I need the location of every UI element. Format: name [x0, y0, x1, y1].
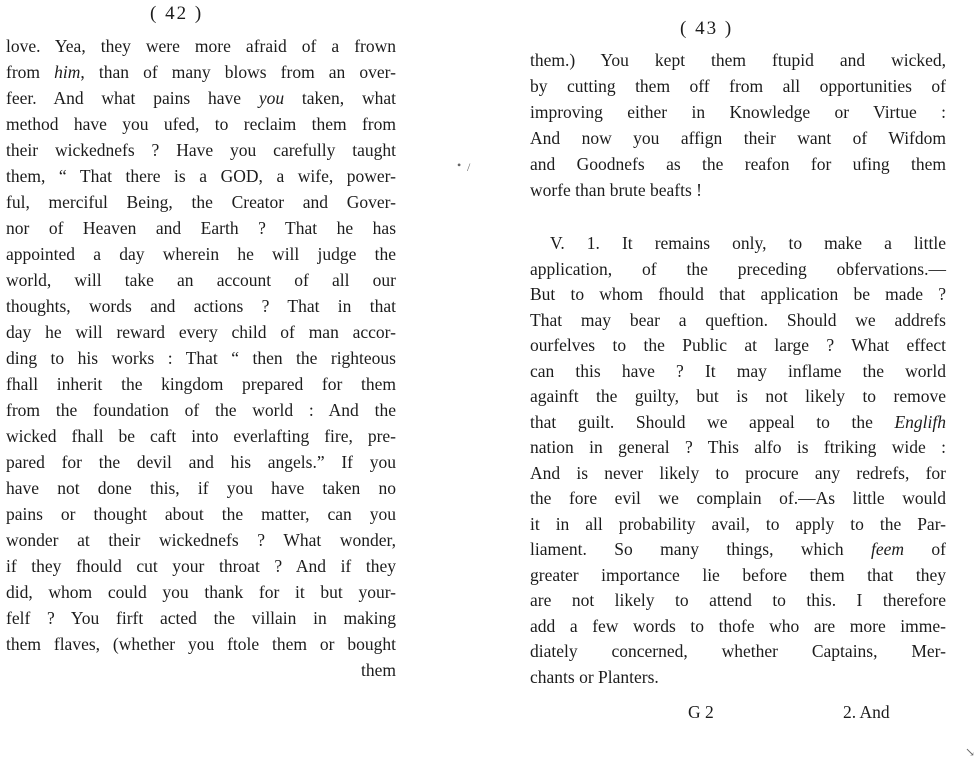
text-run: them.) You kept them ftupid and wicked, [530, 50, 946, 70]
text-run: can this have ? It may inflame the world [530, 360, 946, 381]
text-line [6, 374, 396, 394]
text-line [6, 530, 396, 550]
text-line [6, 192, 396, 212]
text-run: application, of the preceding obfervations.— [530, 258, 946, 279]
text-line [530, 437, 946, 457]
text-run: greater importance lie before them that they [530, 564, 946, 585]
text-line [530, 154, 946, 174]
text-line [530, 335, 946, 355]
text-run: them, “ That there is a GOD, a wife, power- [6, 166, 396, 186]
text-line [530, 412, 946, 432]
text-line [6, 348, 396, 368]
text-run: world, will take an account of all our [6, 270, 396, 290]
text-line [6, 88, 396, 108]
text-run: them [361, 660, 396, 680]
text-run: day he will reward every child of man accor- [6, 322, 396, 342]
text-line [530, 386, 946, 406]
text-run: fhall inherit the kingdom prepared for them [6, 374, 396, 394]
text-line [530, 488, 946, 508]
page-number: ( 43 ) [680, 18, 734, 39]
text-run: are not likely to attend to this. I therefore [530, 590, 946, 610]
stray-mark: • [457, 158, 462, 172]
text-run: pains or thought about the matter, can you [6, 504, 396, 524]
text-run: of [904, 539, 946, 559]
text-run: did, whom could you thank for it but your- [6, 582, 396, 602]
text-run: method have you ufed, to reclaim them from [6, 114, 396, 134]
text-line [6, 296, 396, 316]
text-run: liament. So many things, which [530, 539, 871, 559]
text-line [6, 322, 396, 342]
stray-mark: / [467, 160, 471, 174]
italic-word: him [54, 62, 81, 82]
text-line [6, 634, 396, 654]
text-run: feer. And what pains have [6, 88, 259, 108]
text-run: taken, what [284, 88, 396, 108]
text-line [530, 539, 946, 559]
text-run: That may bear a queftion. Should we addrefs [530, 309, 946, 330]
text-line [530, 616, 946, 636]
text-run: diately concerned, whether Captains, Mer- [530, 641, 946, 661]
text-line [530, 259, 946, 279]
italic-word: Englifh [894, 411, 946, 432]
text-line [6, 400, 396, 420]
text-line [6, 426, 396, 446]
text-run: that guilt. Should we appeal to the [530, 411, 895, 432]
text-line [6, 452, 396, 472]
text-line [530, 310, 946, 330]
text-run: appointed a day wherein he will judge the [6, 244, 396, 264]
text-run: their wickednefs ? Have you carefully taught [6, 140, 396, 160]
text-line [530, 128, 946, 148]
text-run: have not done this, if you have taken no [6, 478, 396, 498]
text-run: the fore evil we complain of.—As little would [530, 488, 946, 508]
text-line [530, 565, 946, 585]
text-run: from the foundation of the world : And the [6, 400, 396, 420]
text-run: ourfelves to the Public at large ? What effect [530, 335, 946, 355]
text-line [6, 478, 396, 498]
text-line [6, 556, 396, 576]
text-line [530, 102, 946, 122]
text-line [530, 590, 946, 610]
page-number: ( 42 ) [150, 3, 204, 24]
text-run: from [6, 62, 55, 82]
text-line [530, 284, 946, 304]
text-line [530, 180, 946, 200]
text-line [6, 114, 396, 134]
text-line [530, 514, 946, 534]
text-line [530, 361, 946, 381]
text-run: add a few words to thofe who are more imme- [530, 615, 946, 636]
text-run: ding to his works : That “ then the righteous [6, 348, 396, 368]
text-line [6, 582, 396, 602]
text-run: love. Yea, they were more afraid of a frown [6, 36, 396, 56]
italic-word: you [258, 88, 285, 108]
signature-mark: G 2 [688, 702, 714, 722]
text-line [6, 660, 396, 680]
text-run: chants or Planters. [530, 666, 659, 687]
text-run: nation in general ? This alfo is ftriking wide : [530, 437, 946, 457]
text-line [530, 463, 946, 483]
text-line [530, 667, 946, 687]
stray-mark: ↘ [965, 745, 976, 759]
text-line [6, 36, 396, 56]
text-line [530, 641, 946, 661]
text-run: if they fhould cut your throat ? And if they [6, 556, 396, 576]
text-line [6, 218, 396, 238]
text-line [6, 244, 396, 264]
text-line [550, 233, 946, 253]
text-line [6, 140, 396, 160]
text-run: worfe than brute beafts ! [530, 180, 703, 200]
text-run: ful, merciful Being, the Creator and Gover- [6, 192, 396, 212]
text-run: it in all probability avail, to apply to the Par- [530, 513, 946, 534]
text-run: nor of Heaven and Earth ? That he has [6, 218, 396, 238]
text-run: thoughts, words and actions ? That in that [6, 296, 396, 316]
text-run: felf ? You firft acted the villain in making [6, 608, 396, 628]
italic-word: feem [871, 539, 905, 559]
text-line [530, 50, 946, 70]
text-run: and Goodnefs as the reafon for ufing them [530, 154, 946, 174]
text-line [6, 270, 396, 290]
text-run: improving either in Knowledge or Virtue : [530, 102, 946, 122]
text-line [6, 62, 396, 82]
text-line [530, 76, 946, 96]
text-run: pared for the devil and his angels.” If you [6, 452, 396, 472]
text-run: V. 1. It remains only, to make a little [550, 233, 946, 253]
text-run: But to whom fhould that application be made ? [530, 284, 946, 304]
text-line [6, 608, 396, 628]
text-run: And is never likely to procure any redrefs, for [530, 462, 946, 483]
catchword: 2. And [843, 702, 890, 722]
text-run: by cutting them off from all opportunities of [530, 76, 946, 96]
text-run: wicked fhall be caft into everlafting fire, pre- [6, 426, 396, 446]
text-run: And now you affign their want of Wifdom [530, 128, 946, 148]
text-run: them flaves, (whether you ftole them or bought [6, 634, 396, 654]
text-line [6, 166, 396, 186]
text-run: , than of many blows from an over- [80, 62, 396, 82]
text-run: againft the guilty, but is not likely to remove [530, 386, 946, 406]
text-run: wonder at their wickednefs ? What wonder, [6, 530, 396, 550]
text-line [6, 504, 396, 524]
